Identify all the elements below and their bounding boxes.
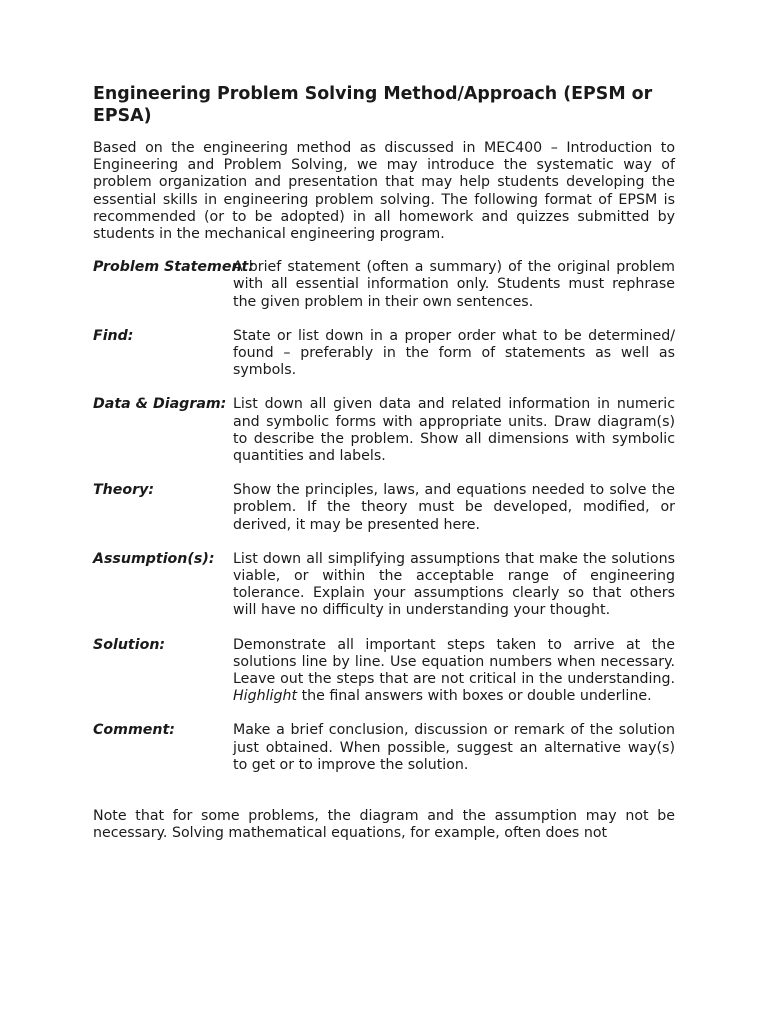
entry-assumptions bbox=[93, 551, 675, 620]
entry-comment bbox=[93, 722, 675, 774]
entry-definition: Make a brief conclusion, discussion or remark of the solution just obtained. When possible, suggest an alternative way(s) to get or to improve the solution. bbox=[233, 722, 675, 773]
solution-text-after: the final answers with boxes or double underline. bbox=[297, 688, 652, 705]
highlight-emphasis: Highlight bbox=[233, 688, 298, 705]
entry-term: Theory: bbox=[93, 482, 155, 499]
entry-definition: A brief statement (often a summary) of the original problem with all essential information only. Students must rephrase the given problem in their own sentences. bbox=[233, 259, 675, 310]
entry-data-diagram bbox=[93, 396, 675, 465]
entry-definition: List down all simplifying assumptions that make the solutions viable, or within the acceptable range of engineering tolerance. Explain your assumptions clearly so that others will have no difficulty in understanding your thought. bbox=[233, 550, 675, 619]
entry-term: Problem Statement: bbox=[93, 259, 255, 276]
entry-term: Assumption(s): bbox=[93, 550, 215, 567]
entry-definition bbox=[93, 637, 675, 706]
entry-term: Find: bbox=[93, 327, 134, 344]
entry-term: Solution: bbox=[93, 636, 166, 653]
entry-definition: State or list down in a proper order what to be determined/ found – preferably in the form of statements as well as symbols. bbox=[233, 327, 675, 379]
intro-paragraph: Based on the engineering method as discussed in MEC400 – Introduction to Engineering and Problem Solving, we may introduce the systematic way of problem organization and presentation that may help students developing the essential skills in engineering problem solving. The following format of EPSM is recommended (or to be adopted) in all homework and quizzes submitted by students in the mechanical engineering program. bbox=[93, 140, 675, 243]
entry-problem-statement bbox=[93, 259, 675, 311]
note-paragraph: Note that for some problems, the diagram and the assumption may not be necessary. Solving mathematical equations, for example, often does not bbox=[93, 808, 675, 842]
document-page bbox=[93, 84, 675, 843]
entry-solution bbox=[93, 637, 675, 706]
entry-term: Comment: bbox=[93, 722, 175, 739]
document-title: Engineering Problem Solving Method/Approach (EPSM or EPSA) bbox=[93, 84, 653, 126]
entry-definition: List down all given data and related information in numeric and symbolic forms with appropriate units. Draw diagram(s) to describe the problem. Show all dimensions with symbolic quantities and labels. bbox=[233, 396, 675, 465]
entry-term: Data & Diagram: bbox=[93, 396, 227, 413]
solution-text-before: Demonstrate all important steps taken to arrive at the solutions line by line. Use equation numbers when necessary. Leave out the steps that are not critical in the understanding. bbox=[233, 636, 675, 688]
entry-definition: Show the principles, laws, and equations needed to solve the problem. If the theory must be developed, modified, or derived, it may be presented here. bbox=[233, 482, 675, 533]
entry-find bbox=[93, 328, 675, 380]
entry-theory bbox=[93, 482, 675, 534]
